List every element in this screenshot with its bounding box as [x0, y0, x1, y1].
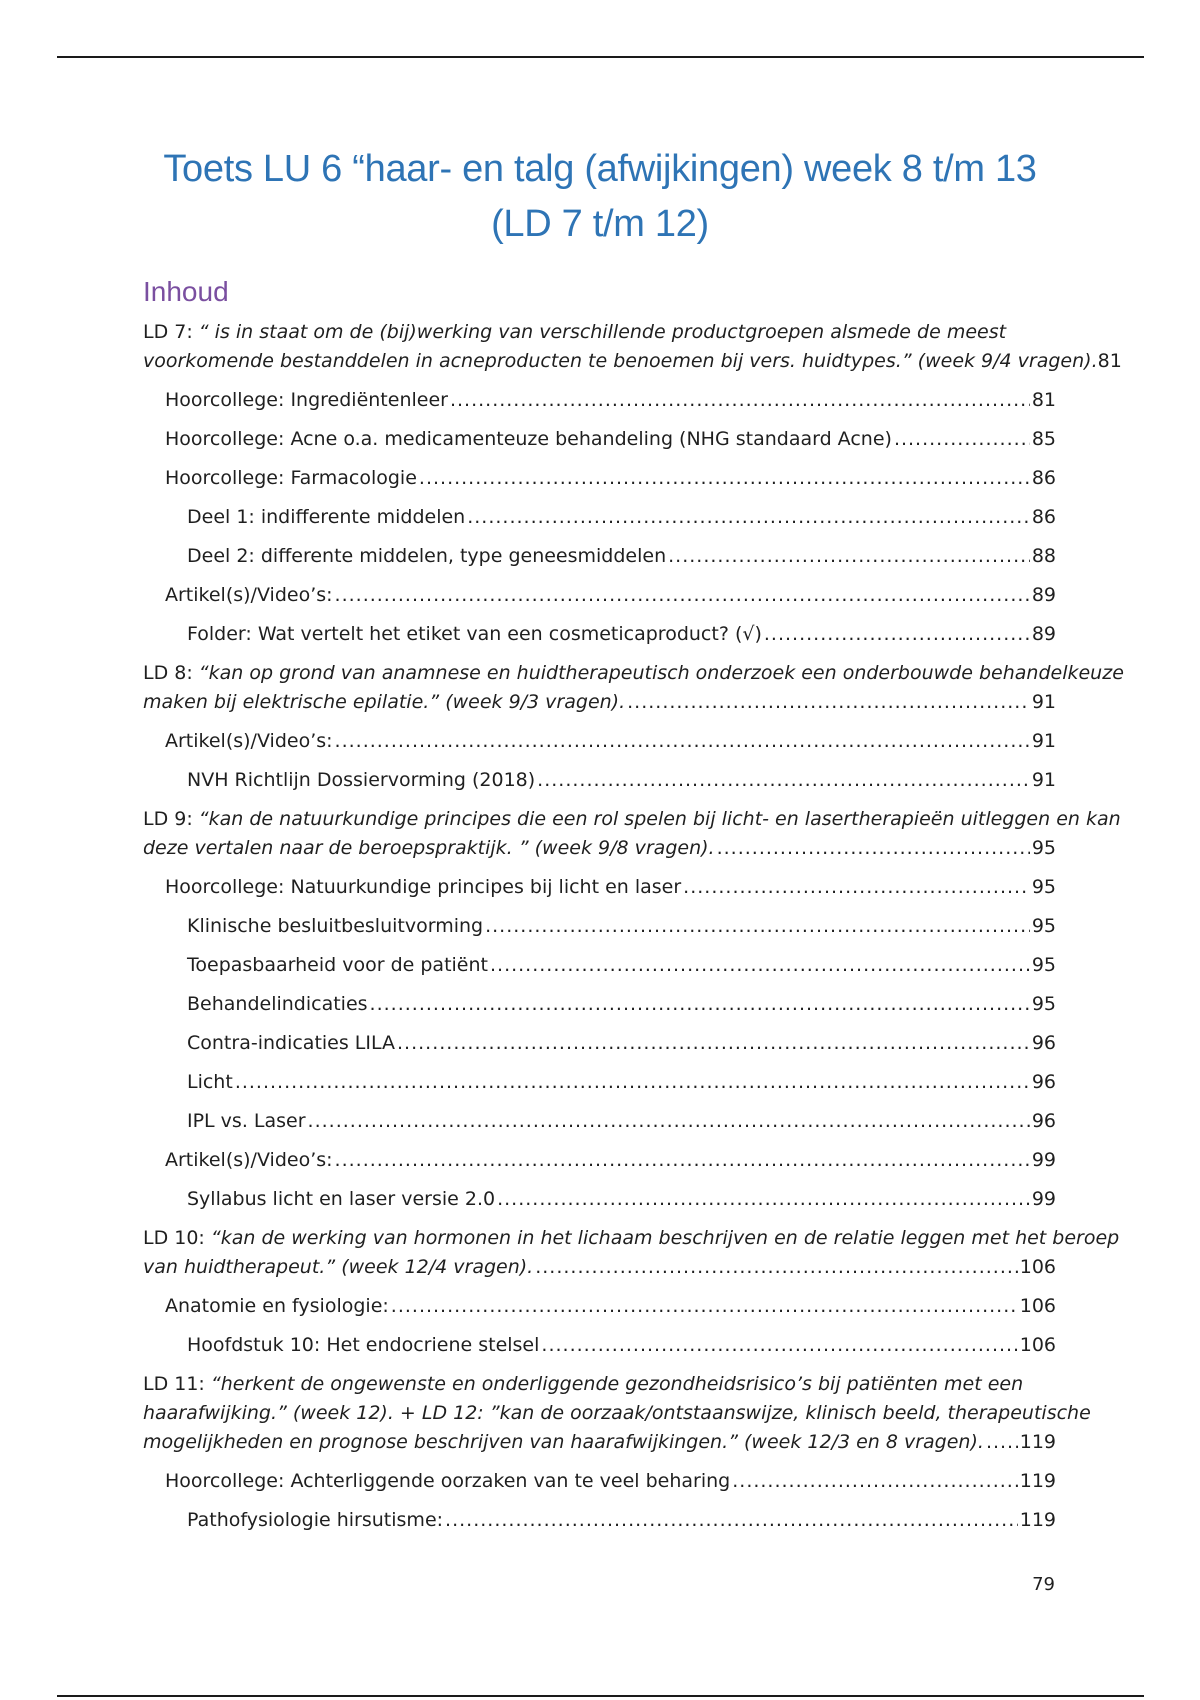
toc-entry[interactable]: Behandelindicaties ..... 95 [143, 990, 1056, 1019]
toc-entry-ld8[interactable]: LD 8: “kan op grond van anamnese en huidtherapeutisch onderzoek een onderbouwde behandelkeuze maken bij elektrische epilatie.” (week 9/3 vragen). ..... 91 [143, 659, 1056, 717]
toc-entry[interactable]: Pathofysiologie hirsutisme: ..... 119 [143, 1506, 1056, 1535]
toc-entry-ld11[interactable]: LD 11: “herkent de ongewenste en onderliggende gezondheidsrisico’s bij patiënten met een haarafwijking.” (week 12). + LD 12: ”kan de oorzaak/ontstaanswijze, klinisch beeld, therapeutische mogelijkheden en prognose beschrijven van haarafwijkingen.” (week 12/3 en 8 vragen). ..... 119 [143, 1370, 1056, 1457]
toc-entry[interactable]: Licht ..... 96 [143, 1068, 1056, 1097]
toc-entry-ld7[interactable]: LD 7: “ is in staat om de (bij)werking van verschillende productgroepen alsmede de meest voorkomende bestanddelen in acneproducten te benoemen bij vers. huidtypes.” (week 9/4 vragen). 81 [143, 321, 1122, 372]
toc-entry[interactable]: Syllabus licht en laser versie 2.0 ..... 99 [143, 1185, 1056, 1214]
toc-entry[interactable]: Artikel(s)/Video’s: ..... 89 [143, 581, 1056, 610]
toc-entry[interactable]: Deel 2: differente middelen, type geneesmiddelen ..... 88 [143, 542, 1056, 571]
toc-entry[interactable]: Hoorcollege: Acne o.a. medicamenteuze behandeling (NHG standaard Acne) ..... 85 [143, 425, 1056, 454]
toc-entry[interactable]: Hoorcollege: Achterliggende oorzaken van te veel beharing ..... 119 [143, 1467, 1056, 1496]
toc-entry[interactable]: Hoorcollege: Natuurkundige principes bij licht en laser ..... 95 [143, 873, 1056, 902]
toc-entry[interactable]: Klinische besluitbesluitvorming ..... 95 [143, 912, 1056, 941]
toc-entry[interactable]: Hoofdstuk 10: Het endocriene stelsel ..... 106 [143, 1331, 1056, 1360]
toc-heading: Inhoud [143, 276, 229, 307]
title-line-1: Toets LU 6 “haar- en talg (afwijkingen) week 8 t/m 13 [163, 148, 1037, 190]
document-title [130, 142, 1070, 252]
toc-entry[interactable]: IPL vs. Laser ..... 96 [143, 1107, 1056, 1136]
toc-entry[interactable]: Contra-indicaties LILA ..... 96 [143, 1029, 1056, 1058]
bottom-rule [57, 1695, 1144, 1697]
toc-entry[interactable]: Hoorcollege: Farmacologie ..... 86 [143, 464, 1056, 493]
toc-entry[interactable]: NVH Richtlijn Dossiervorming (2018) ..... 91 [143, 766, 1056, 795]
toc-entry-ld9[interactable]: LD 9: “kan de natuurkundige principes die een rol spelen bij licht- en lasertherapieën uitleggen en kan deze vertalen naar de beroepspraktijk. ” (week 9/8 vragen). ..... 95 [143, 805, 1056, 863]
toc-entry[interactable]: Folder: Wat vertelt het etiket van een cosmeticaproduct? (√) ..... 89 [143, 620, 1056, 649]
toc-entry-ld10[interactable]: LD 10: “kan de werking van hormonen in het lichaam beschrijven en de relatie leggen met het beroep van huidtherapeut.” (week 12/4 vragen). ..... 106 [143, 1224, 1056, 1282]
page-number: 79 [1032, 1574, 1055, 1595]
toc-entry[interactable]: Artikel(s)/Video’s: ..... 99 [143, 1146, 1056, 1175]
toc-entry[interactable]: Toepasbaarheid voor de patiënt ..... 95 [143, 951, 1056, 980]
toc-entry[interactable]: Deel 1: indifferente middelen ..... 86 [143, 503, 1056, 532]
toc-entry[interactable]: Hoorcollege: Ingrediëntenleer ..... 81 [143, 386, 1056, 415]
title-line-2: (LD 7 t/m 12) [491, 203, 709, 245]
toc-entry[interactable]: Anatomie en fysiologie: ..... 106 [143, 1292, 1056, 1321]
top-rule [57, 56, 1144, 58]
toc-entry[interactable]: Artikel(s)/Video’s: ..... 91 [143, 727, 1056, 756]
table-of-contents [143, 318, 1124, 1545]
